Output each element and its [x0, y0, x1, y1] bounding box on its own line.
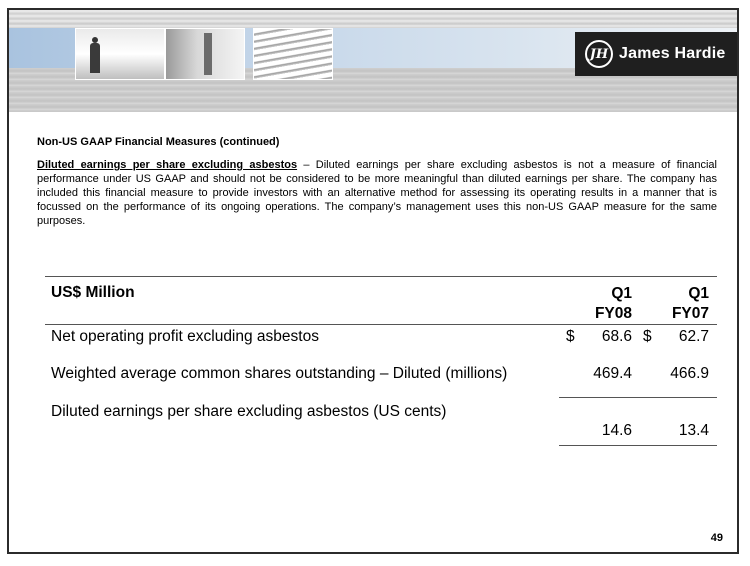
- banner-photo-siding: [253, 28, 333, 80]
- cell-net-operating-profit-fy07: [643, 328, 709, 346]
- cell-weighted-shares-fy08: [566, 365, 632, 383]
- row-label-net-operating-profit: Net operating profit excluding asbestos: [51, 328, 319, 345]
- column-icon: [204, 33, 212, 75]
- column-header-line2: FY08: [594, 305, 632, 322]
- banner-photo-building: [165, 28, 245, 80]
- person-silhouette-icon: [90, 37, 100, 77]
- column-header-line1: Q1: [611, 285, 632, 302]
- table-top-rule: [45, 276, 717, 277]
- cell-weighted-shares-fy07: [643, 365, 709, 383]
- cell-value: 466.9: [670, 365, 709, 382]
- currency-symbol: $: [566, 328, 575, 345]
- slide-frame: [7, 8, 739, 554]
- column-header-line1: Q1: [688, 285, 709, 302]
- jh-monogram-icon: JH: [585, 40, 613, 68]
- defined-term: Diluted earnings per share excluding asbestos: [37, 159, 298, 171]
- cell-diluted-eps-fy08: [566, 422, 632, 440]
- intro-section: [37, 136, 717, 228]
- cell-value: 13.4: [678, 422, 709, 439]
- section-title: Non-US GAAP Financial Measures (continued): [37, 136, 280, 148]
- definition-text: – Diluted earnings per share excluding asbestos is not a measure of financial performance under US GAAP and should not be considered to be more meaningful than diluted earnings per share. The company has included this financial measure to provide investors with an alternative method for assessing its operating results in a manner that is focussed on the performance of its ongoing operations. The company’s management uses this non-US GAAP measure for the same purposes.: [37, 159, 717, 227]
- header-rule: [45, 324, 717, 325]
- column-header-q1-fy08: [572, 284, 632, 324]
- row-label-diluted-eps: Diluted earnings per share excluding asbestos (US cents): [51, 403, 447, 420]
- subtotal-rule: [559, 397, 717, 398]
- page-number: 49: [710, 532, 723, 544]
- unit-label: US$ Million: [51, 284, 135, 301]
- row-label-weighted-shares: Weighted average common shares outstanding – Diluted (millions): [51, 365, 508, 382]
- header-banner: [9, 10, 737, 112]
- column-header-q1-fy07: [649, 284, 709, 324]
- banner-photo-figure: [75, 28, 165, 80]
- total-rule: [559, 445, 717, 446]
- cell-value: 14.6: [601, 422, 632, 439]
- cell-value: 469.4: [593, 365, 632, 382]
- definition-paragraph: [37, 158, 717, 228]
- cell-diluted-eps-fy07: [643, 422, 709, 440]
- currency-symbol: $: [643, 328, 652, 345]
- cell-net-operating-profit-fy08: [566, 328, 632, 346]
- cell-value: 68.6: [601, 328, 632, 345]
- column-header-line2: FY07: [671, 305, 709, 322]
- company-logo: [575, 32, 737, 76]
- cell-value: 62.7: [678, 328, 709, 345]
- brand-name: James Hardie: [619, 45, 726, 62]
